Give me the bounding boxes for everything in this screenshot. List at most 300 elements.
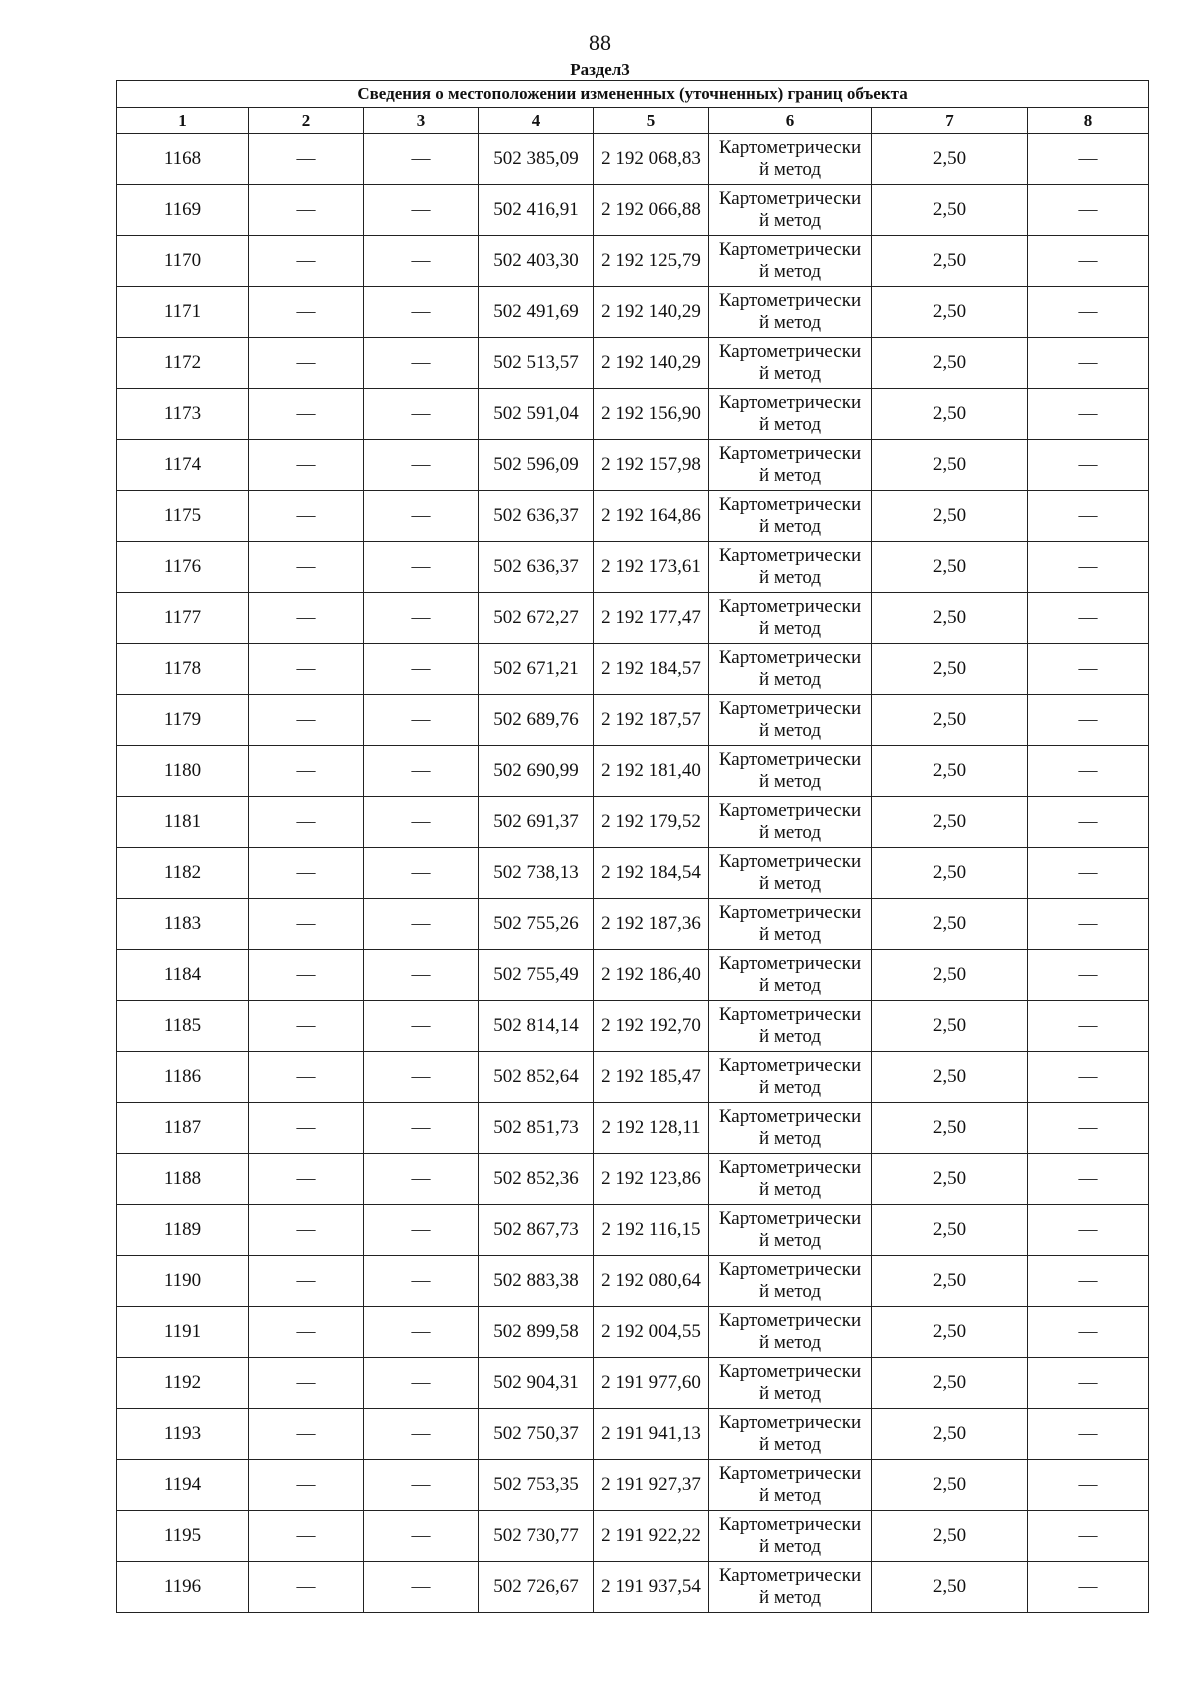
column-number: 8 xyxy=(1028,108,1149,134)
method-text-line2: й метод xyxy=(758,516,822,537)
empty-dash-cell: — xyxy=(1028,950,1149,1001)
empty-dash-cell: — xyxy=(249,185,364,236)
method-text-line2: й метод xyxy=(758,159,822,180)
empty-dash-cell: — xyxy=(249,542,364,593)
method-text-line1: Картометрически xyxy=(718,1055,862,1076)
method-text-line1: Картометрически xyxy=(718,290,862,311)
y-coordinate-cell: 2 192 125,79 xyxy=(594,236,709,287)
x-coordinate-cell: 502 755,26 xyxy=(479,899,594,950)
method-text-line2: й метод xyxy=(758,312,822,333)
table-row xyxy=(117,1460,1149,1511)
accuracy-cell: 2,50 xyxy=(872,1256,1028,1307)
table-row xyxy=(117,950,1149,1001)
empty-dash-cell: — xyxy=(1028,1103,1149,1154)
x-coordinate-cell: 502 852,36 xyxy=(479,1154,594,1205)
point-number-cell: 1170 xyxy=(117,236,249,287)
table-row xyxy=(117,1205,1149,1256)
method-text-line2: й метод xyxy=(758,567,822,588)
table-row xyxy=(117,1154,1149,1205)
accuracy-cell: 2,50 xyxy=(872,1052,1028,1103)
empty-dash-cell: — xyxy=(1028,1052,1149,1103)
table-row xyxy=(117,236,1149,287)
empty-dash-cell: — xyxy=(1028,797,1149,848)
empty-dash-cell: — xyxy=(1028,491,1149,542)
empty-dash-cell: — xyxy=(364,1052,479,1103)
accuracy-cell: 2,50 xyxy=(872,1562,1028,1613)
method-text-line1: Картометрически xyxy=(718,1565,862,1586)
method-cell xyxy=(709,491,872,542)
section-label: Раздел3 xyxy=(570,60,630,79)
x-coordinate-cell: 502 738,13 xyxy=(479,848,594,899)
point-number-cell: 1180 xyxy=(117,746,249,797)
empty-dash-cell: — xyxy=(364,1154,479,1205)
table-title: Сведения о местоположении измененных (уточненных) границ объекта xyxy=(117,81,1149,108)
method-cell xyxy=(709,644,872,695)
x-coordinate-cell: 502 851,73 xyxy=(479,1103,594,1154)
empty-dash-cell: — xyxy=(1028,338,1149,389)
point-number-cell: 1194 xyxy=(117,1460,249,1511)
table-row xyxy=(117,389,1149,440)
table-row xyxy=(117,797,1149,848)
y-coordinate-cell: 2 192 173,61 xyxy=(594,542,709,593)
empty-dash-cell: — xyxy=(1028,185,1149,236)
empty-dash-cell: — xyxy=(364,1409,479,1460)
accuracy-cell: 2,50 xyxy=(872,1205,1028,1256)
empty-dash-cell: — xyxy=(249,1358,364,1409)
method-cell xyxy=(709,185,872,236)
accuracy-cell: 2,50 xyxy=(872,236,1028,287)
empty-dash-cell: — xyxy=(1028,1562,1149,1613)
method-text-line1: Картометрически xyxy=(718,137,862,158)
empty-dash-cell: — xyxy=(1028,389,1149,440)
point-number-cell: 1192 xyxy=(117,1358,249,1409)
empty-dash-cell: — xyxy=(1028,746,1149,797)
empty-dash-cell: — xyxy=(249,1205,364,1256)
column-number: 2 xyxy=(249,108,364,134)
accuracy-cell: 2,50 xyxy=(872,644,1028,695)
empty-dash-cell: — xyxy=(1028,1256,1149,1307)
method-cell xyxy=(709,1256,872,1307)
method-text-line2: й метод xyxy=(758,363,822,384)
y-coordinate-cell: 2 192 184,54 xyxy=(594,848,709,899)
method-cell xyxy=(709,1307,872,1358)
empty-dash-cell: — xyxy=(364,287,479,338)
empty-dash-cell: — xyxy=(364,185,479,236)
empty-dash-cell: — xyxy=(249,848,364,899)
empty-dash-cell: — xyxy=(364,695,479,746)
point-number-cell: 1186 xyxy=(117,1052,249,1103)
point-number-cell: 1173 xyxy=(117,389,249,440)
x-coordinate-cell: 502 403,30 xyxy=(479,236,594,287)
method-text-line2: й метод xyxy=(758,1128,822,1149)
y-coordinate-cell: 2 192 004,55 xyxy=(594,1307,709,1358)
accuracy-cell: 2,50 xyxy=(872,797,1028,848)
method-text-line1: Картометрически xyxy=(718,851,862,872)
empty-dash-cell: — xyxy=(1028,236,1149,287)
y-coordinate-cell: 2 192 128,11 xyxy=(594,1103,709,1154)
accuracy-cell: 2,50 xyxy=(872,593,1028,644)
y-coordinate-cell: 2 192 181,40 xyxy=(594,746,709,797)
empty-dash-cell: — xyxy=(364,1205,479,1256)
table-row xyxy=(117,1511,1149,1562)
method-cell xyxy=(709,1154,872,1205)
table-row xyxy=(117,287,1149,338)
accuracy-cell: 2,50 xyxy=(872,1307,1028,1358)
x-coordinate-cell: 502 672,27 xyxy=(479,593,594,644)
x-coordinate-cell: 502 755,49 xyxy=(479,950,594,1001)
y-coordinate-cell: 2 191 977,60 xyxy=(594,1358,709,1409)
method-text-line2: й метод xyxy=(758,1332,822,1353)
y-coordinate-cell: 2 192 186,40 xyxy=(594,950,709,1001)
method-text-line1: Картометрически xyxy=(718,647,862,668)
y-coordinate-cell: 2 192 184,57 xyxy=(594,644,709,695)
empty-dash-cell: — xyxy=(364,593,479,644)
point-number-cell: 1168 xyxy=(117,134,249,185)
point-number-cell: 1179 xyxy=(117,695,249,746)
method-cell xyxy=(709,1562,872,1613)
method-text-line1: Картометрически xyxy=(718,1463,862,1484)
empty-dash-cell: — xyxy=(364,491,479,542)
table-row xyxy=(117,695,1149,746)
table-row xyxy=(117,491,1149,542)
method-text-line2: й метод xyxy=(758,414,822,435)
empty-dash-cell: — xyxy=(364,236,479,287)
accuracy-cell: 2,50 xyxy=(872,389,1028,440)
empty-dash-cell: — xyxy=(249,950,364,1001)
point-number-cell: 1196 xyxy=(117,1562,249,1613)
empty-dash-cell: — xyxy=(1028,1460,1149,1511)
method-text-line1: Картометрически xyxy=(718,188,862,209)
x-coordinate-cell: 502 416,91 xyxy=(479,185,594,236)
empty-dash-cell: — xyxy=(364,899,479,950)
empty-dash-cell: — xyxy=(364,542,479,593)
empty-dash-cell: — xyxy=(1028,1307,1149,1358)
empty-dash-cell: — xyxy=(1028,542,1149,593)
method-text-line2: й метод xyxy=(758,1026,822,1047)
point-number-cell: 1184 xyxy=(117,950,249,1001)
empty-dash-cell: — xyxy=(364,1256,479,1307)
empty-dash-cell: — xyxy=(1028,1205,1149,1256)
y-coordinate-cell: 2 192 123,86 xyxy=(594,1154,709,1205)
y-coordinate-cell: 2 192 066,88 xyxy=(594,185,709,236)
x-coordinate-cell: 502 899,58 xyxy=(479,1307,594,1358)
method-cell xyxy=(709,1001,872,1052)
y-coordinate-cell: 2 192 177,47 xyxy=(594,593,709,644)
empty-dash-cell: — xyxy=(1028,1154,1149,1205)
x-coordinate-cell: 502 691,37 xyxy=(479,797,594,848)
method-cell xyxy=(709,950,872,1001)
method-cell xyxy=(709,542,872,593)
empty-dash-cell: — xyxy=(249,338,364,389)
empty-dash-cell: — xyxy=(249,1103,364,1154)
method-cell xyxy=(709,593,872,644)
accuracy-cell: 2,50 xyxy=(872,899,1028,950)
y-coordinate-cell: 2 191 927,37 xyxy=(594,1460,709,1511)
accuracy-cell: 2,50 xyxy=(872,542,1028,593)
method-text-line1: Картометрически xyxy=(718,953,862,974)
method-text-line2: й метод xyxy=(758,465,822,486)
method-text-line1: Картометрически xyxy=(718,1412,862,1433)
page-number: 88 xyxy=(589,30,611,55)
method-text-line2: й метод xyxy=(758,261,822,282)
y-coordinate-cell: 2 192 140,29 xyxy=(594,287,709,338)
method-text-line1: Картометрически xyxy=(718,545,862,566)
point-number-cell: 1176 xyxy=(117,542,249,593)
method-text-line2: й метод xyxy=(758,1230,822,1251)
empty-dash-cell: — xyxy=(364,1460,479,1511)
empty-dash-cell: — xyxy=(249,1409,364,1460)
y-coordinate-cell: 2 191 922,22 xyxy=(594,1511,709,1562)
empty-dash-cell: — xyxy=(249,1307,364,1358)
method-cell xyxy=(709,1409,872,1460)
method-text-line2: й метод xyxy=(758,771,822,792)
accuracy-cell: 2,50 xyxy=(872,848,1028,899)
point-number-cell: 1177 xyxy=(117,593,249,644)
method-text-line1: Картометрически xyxy=(718,698,862,719)
empty-dash-cell: — xyxy=(249,746,364,797)
table-body xyxy=(117,134,1149,1613)
x-coordinate-cell: 502 750,37 xyxy=(479,1409,594,1460)
table-row xyxy=(117,899,1149,950)
method-text-line2: й метод xyxy=(758,1383,822,1404)
empty-dash-cell: — xyxy=(364,1562,479,1613)
y-coordinate-cell: 2 192 187,57 xyxy=(594,695,709,746)
table-title-row xyxy=(117,81,1149,108)
x-coordinate-cell: 502 636,37 xyxy=(479,542,594,593)
accuracy-cell: 2,50 xyxy=(872,695,1028,746)
empty-dash-cell: — xyxy=(364,134,479,185)
method-text-line2: й метод xyxy=(758,822,822,843)
x-coordinate-cell: 502 491,69 xyxy=(479,287,594,338)
empty-dash-cell: — xyxy=(364,338,479,389)
accuracy-cell: 2,50 xyxy=(872,746,1028,797)
table-row xyxy=(117,185,1149,236)
accuracy-cell: 2,50 xyxy=(872,1409,1028,1460)
table-row xyxy=(117,644,1149,695)
accuracy-cell: 2,50 xyxy=(872,1511,1028,1562)
accuracy-cell: 2,50 xyxy=(872,1460,1028,1511)
table-row xyxy=(117,848,1149,899)
x-coordinate-cell: 502 883,38 xyxy=(479,1256,594,1307)
method-text-line1: Картометрически xyxy=(718,239,862,260)
y-coordinate-cell: 2 192 140,29 xyxy=(594,338,709,389)
method-text-line1: Картометрически xyxy=(718,749,862,770)
point-number-cell: 1190 xyxy=(117,1256,249,1307)
method-text-line2: й метод xyxy=(758,1434,822,1455)
x-coordinate-cell: 502 596,09 xyxy=(479,440,594,491)
y-coordinate-cell: 2 192 157,98 xyxy=(594,440,709,491)
column-number: 1 xyxy=(117,108,249,134)
empty-dash-cell: — xyxy=(249,389,364,440)
method-cell xyxy=(709,134,872,185)
column-number: 5 xyxy=(594,108,709,134)
empty-dash-cell: — xyxy=(249,1001,364,1052)
empty-dash-cell: — xyxy=(1028,644,1149,695)
x-coordinate-cell: 502 385,09 xyxy=(479,134,594,185)
empty-dash-cell: — xyxy=(364,848,479,899)
empty-dash-cell: — xyxy=(249,593,364,644)
table-row xyxy=(117,1103,1149,1154)
method-text-line1: Картометрически xyxy=(718,1310,862,1331)
empty-dash-cell: — xyxy=(1028,899,1149,950)
y-coordinate-cell: 2 192 179,52 xyxy=(594,797,709,848)
empty-dash-cell: — xyxy=(1028,1511,1149,1562)
empty-dash-cell: — xyxy=(1028,134,1149,185)
table-row xyxy=(117,1307,1149,1358)
empty-dash-cell: — xyxy=(249,491,364,542)
table-row xyxy=(117,1409,1149,1460)
table-row xyxy=(117,134,1149,185)
table-row xyxy=(117,746,1149,797)
empty-dash-cell: — xyxy=(364,440,479,491)
accuracy-cell: 2,50 xyxy=(872,1001,1028,1052)
method-cell xyxy=(709,287,872,338)
x-coordinate-cell: 502 814,14 xyxy=(479,1001,594,1052)
table-row xyxy=(117,1052,1149,1103)
empty-dash-cell: — xyxy=(364,644,479,695)
method-cell xyxy=(709,848,872,899)
point-number-cell: 1195 xyxy=(117,1511,249,1562)
empty-dash-cell: — xyxy=(249,1154,364,1205)
point-number-cell: 1185 xyxy=(117,1001,249,1052)
table-row xyxy=(117,1358,1149,1409)
empty-dash-cell: — xyxy=(364,1307,479,1358)
y-coordinate-cell: 2 192 080,64 xyxy=(594,1256,709,1307)
method-text-line1: Картометрически xyxy=(718,1157,862,1178)
point-number-cell: 1182 xyxy=(117,848,249,899)
method-cell xyxy=(709,1103,872,1154)
x-coordinate-cell: 502 730,77 xyxy=(479,1511,594,1562)
x-coordinate-cell: 502 591,04 xyxy=(479,389,594,440)
accuracy-cell: 2,50 xyxy=(872,491,1028,542)
method-text-line2: й метод xyxy=(758,873,822,894)
empty-dash-cell: — xyxy=(364,950,479,1001)
empty-dash-cell: — xyxy=(249,1460,364,1511)
y-coordinate-cell: 2 191 941,13 xyxy=(594,1409,709,1460)
y-coordinate-cell: 2 192 187,36 xyxy=(594,899,709,950)
column-number: 7 xyxy=(872,108,1028,134)
empty-dash-cell: — xyxy=(364,1358,479,1409)
table-row xyxy=(117,542,1149,593)
x-coordinate-cell: 502 671,21 xyxy=(479,644,594,695)
point-number-cell: 1169 xyxy=(117,185,249,236)
point-number-cell: 1181 xyxy=(117,797,249,848)
point-number-cell: 1171 xyxy=(117,287,249,338)
table-row xyxy=(117,593,1149,644)
empty-dash-cell: — xyxy=(1028,287,1149,338)
method-text-line2: й метод xyxy=(758,720,822,741)
empty-dash-cell: — xyxy=(249,1562,364,1613)
coordinates-table xyxy=(116,80,1149,1613)
method-text-line2: й метод xyxy=(758,1179,822,1200)
empty-dash-cell: — xyxy=(249,899,364,950)
method-text-line1: Картометрически xyxy=(718,596,862,617)
x-coordinate-cell: 502 690,99 xyxy=(479,746,594,797)
method-text-line2: й метод xyxy=(758,618,822,639)
empty-dash-cell: — xyxy=(249,1511,364,1562)
table-row xyxy=(117,338,1149,389)
empty-dash-cell: — xyxy=(249,287,364,338)
method-text-line1: Картометрически xyxy=(718,1514,862,1535)
empty-dash-cell: — xyxy=(249,1256,364,1307)
y-coordinate-cell: 2 192 116,15 xyxy=(594,1205,709,1256)
x-coordinate-cell: 502 852,64 xyxy=(479,1052,594,1103)
empty-dash-cell: — xyxy=(1028,440,1149,491)
point-number-cell: 1183 xyxy=(117,899,249,950)
x-coordinate-cell: 502 753,35 xyxy=(479,1460,594,1511)
method-text-line2: й метод xyxy=(758,1536,822,1557)
column-number: 6 xyxy=(709,108,872,134)
column-number-row xyxy=(117,108,1149,134)
method-text-line1: Картометрически xyxy=(718,341,862,362)
method-text-line2: й метод xyxy=(758,924,822,945)
point-number-cell: 1188 xyxy=(117,1154,249,1205)
x-coordinate-cell: 502 867,73 xyxy=(479,1205,594,1256)
method-text-line1: Картометрически xyxy=(718,1106,862,1127)
accuracy-cell: 2,50 xyxy=(872,950,1028,1001)
method-cell xyxy=(709,1511,872,1562)
empty-dash-cell: — xyxy=(1028,848,1149,899)
method-cell xyxy=(709,1205,872,1256)
method-text-line2: й метод xyxy=(758,1077,822,1098)
method-cell xyxy=(709,1052,872,1103)
empty-dash-cell: — xyxy=(249,644,364,695)
accuracy-cell: 2,50 xyxy=(872,338,1028,389)
empty-dash-cell: — xyxy=(364,389,479,440)
method-text-line1: Картометрически xyxy=(718,902,862,923)
empty-dash-cell: — xyxy=(364,1103,479,1154)
method-text-line2: й метод xyxy=(758,1485,822,1506)
empty-dash-cell: — xyxy=(249,440,364,491)
method-text-line1: Картометрически xyxy=(718,800,862,821)
empty-dash-cell: — xyxy=(1028,1409,1149,1460)
point-number-cell: 1172 xyxy=(117,338,249,389)
empty-dash-cell: — xyxy=(249,236,364,287)
method-text-line1: Картометрически xyxy=(718,1208,862,1229)
point-number-cell: 1187 xyxy=(117,1103,249,1154)
y-coordinate-cell: 2 192 185,47 xyxy=(594,1052,709,1103)
accuracy-cell: 2,50 xyxy=(872,1103,1028,1154)
empty-dash-cell: — xyxy=(1028,695,1149,746)
method-cell xyxy=(709,389,872,440)
method-cell xyxy=(709,1460,872,1511)
point-number-cell: 1193 xyxy=(117,1409,249,1460)
x-coordinate-cell: 502 689,76 xyxy=(479,695,594,746)
empty-dash-cell: — xyxy=(249,797,364,848)
x-coordinate-cell: 502 904,31 xyxy=(479,1358,594,1409)
method-text-line1: Картометрически xyxy=(718,1259,862,1280)
point-number-cell: 1174 xyxy=(117,440,249,491)
x-coordinate-cell: 502 636,37 xyxy=(479,491,594,542)
method-text-line1: Картометрически xyxy=(718,443,862,464)
point-number-cell: 1189 xyxy=(117,1205,249,1256)
y-coordinate-cell: 2 192 156,90 xyxy=(594,389,709,440)
method-cell xyxy=(709,695,872,746)
x-coordinate-cell: 502 726,67 xyxy=(479,1562,594,1613)
method-text-line1: Картометрически xyxy=(718,494,862,515)
column-number: 3 xyxy=(364,108,479,134)
method-cell xyxy=(709,746,872,797)
x-coordinate-cell: 502 513,57 xyxy=(479,338,594,389)
empty-dash-cell: — xyxy=(249,134,364,185)
accuracy-cell: 2,50 xyxy=(872,287,1028,338)
method-cell xyxy=(709,797,872,848)
empty-dash-cell: — xyxy=(1028,593,1149,644)
method-cell xyxy=(709,440,872,491)
method-text-line1: Картометрически xyxy=(718,1004,862,1025)
empty-dash-cell: — xyxy=(249,1052,364,1103)
empty-dash-cell: — xyxy=(1028,1001,1149,1052)
